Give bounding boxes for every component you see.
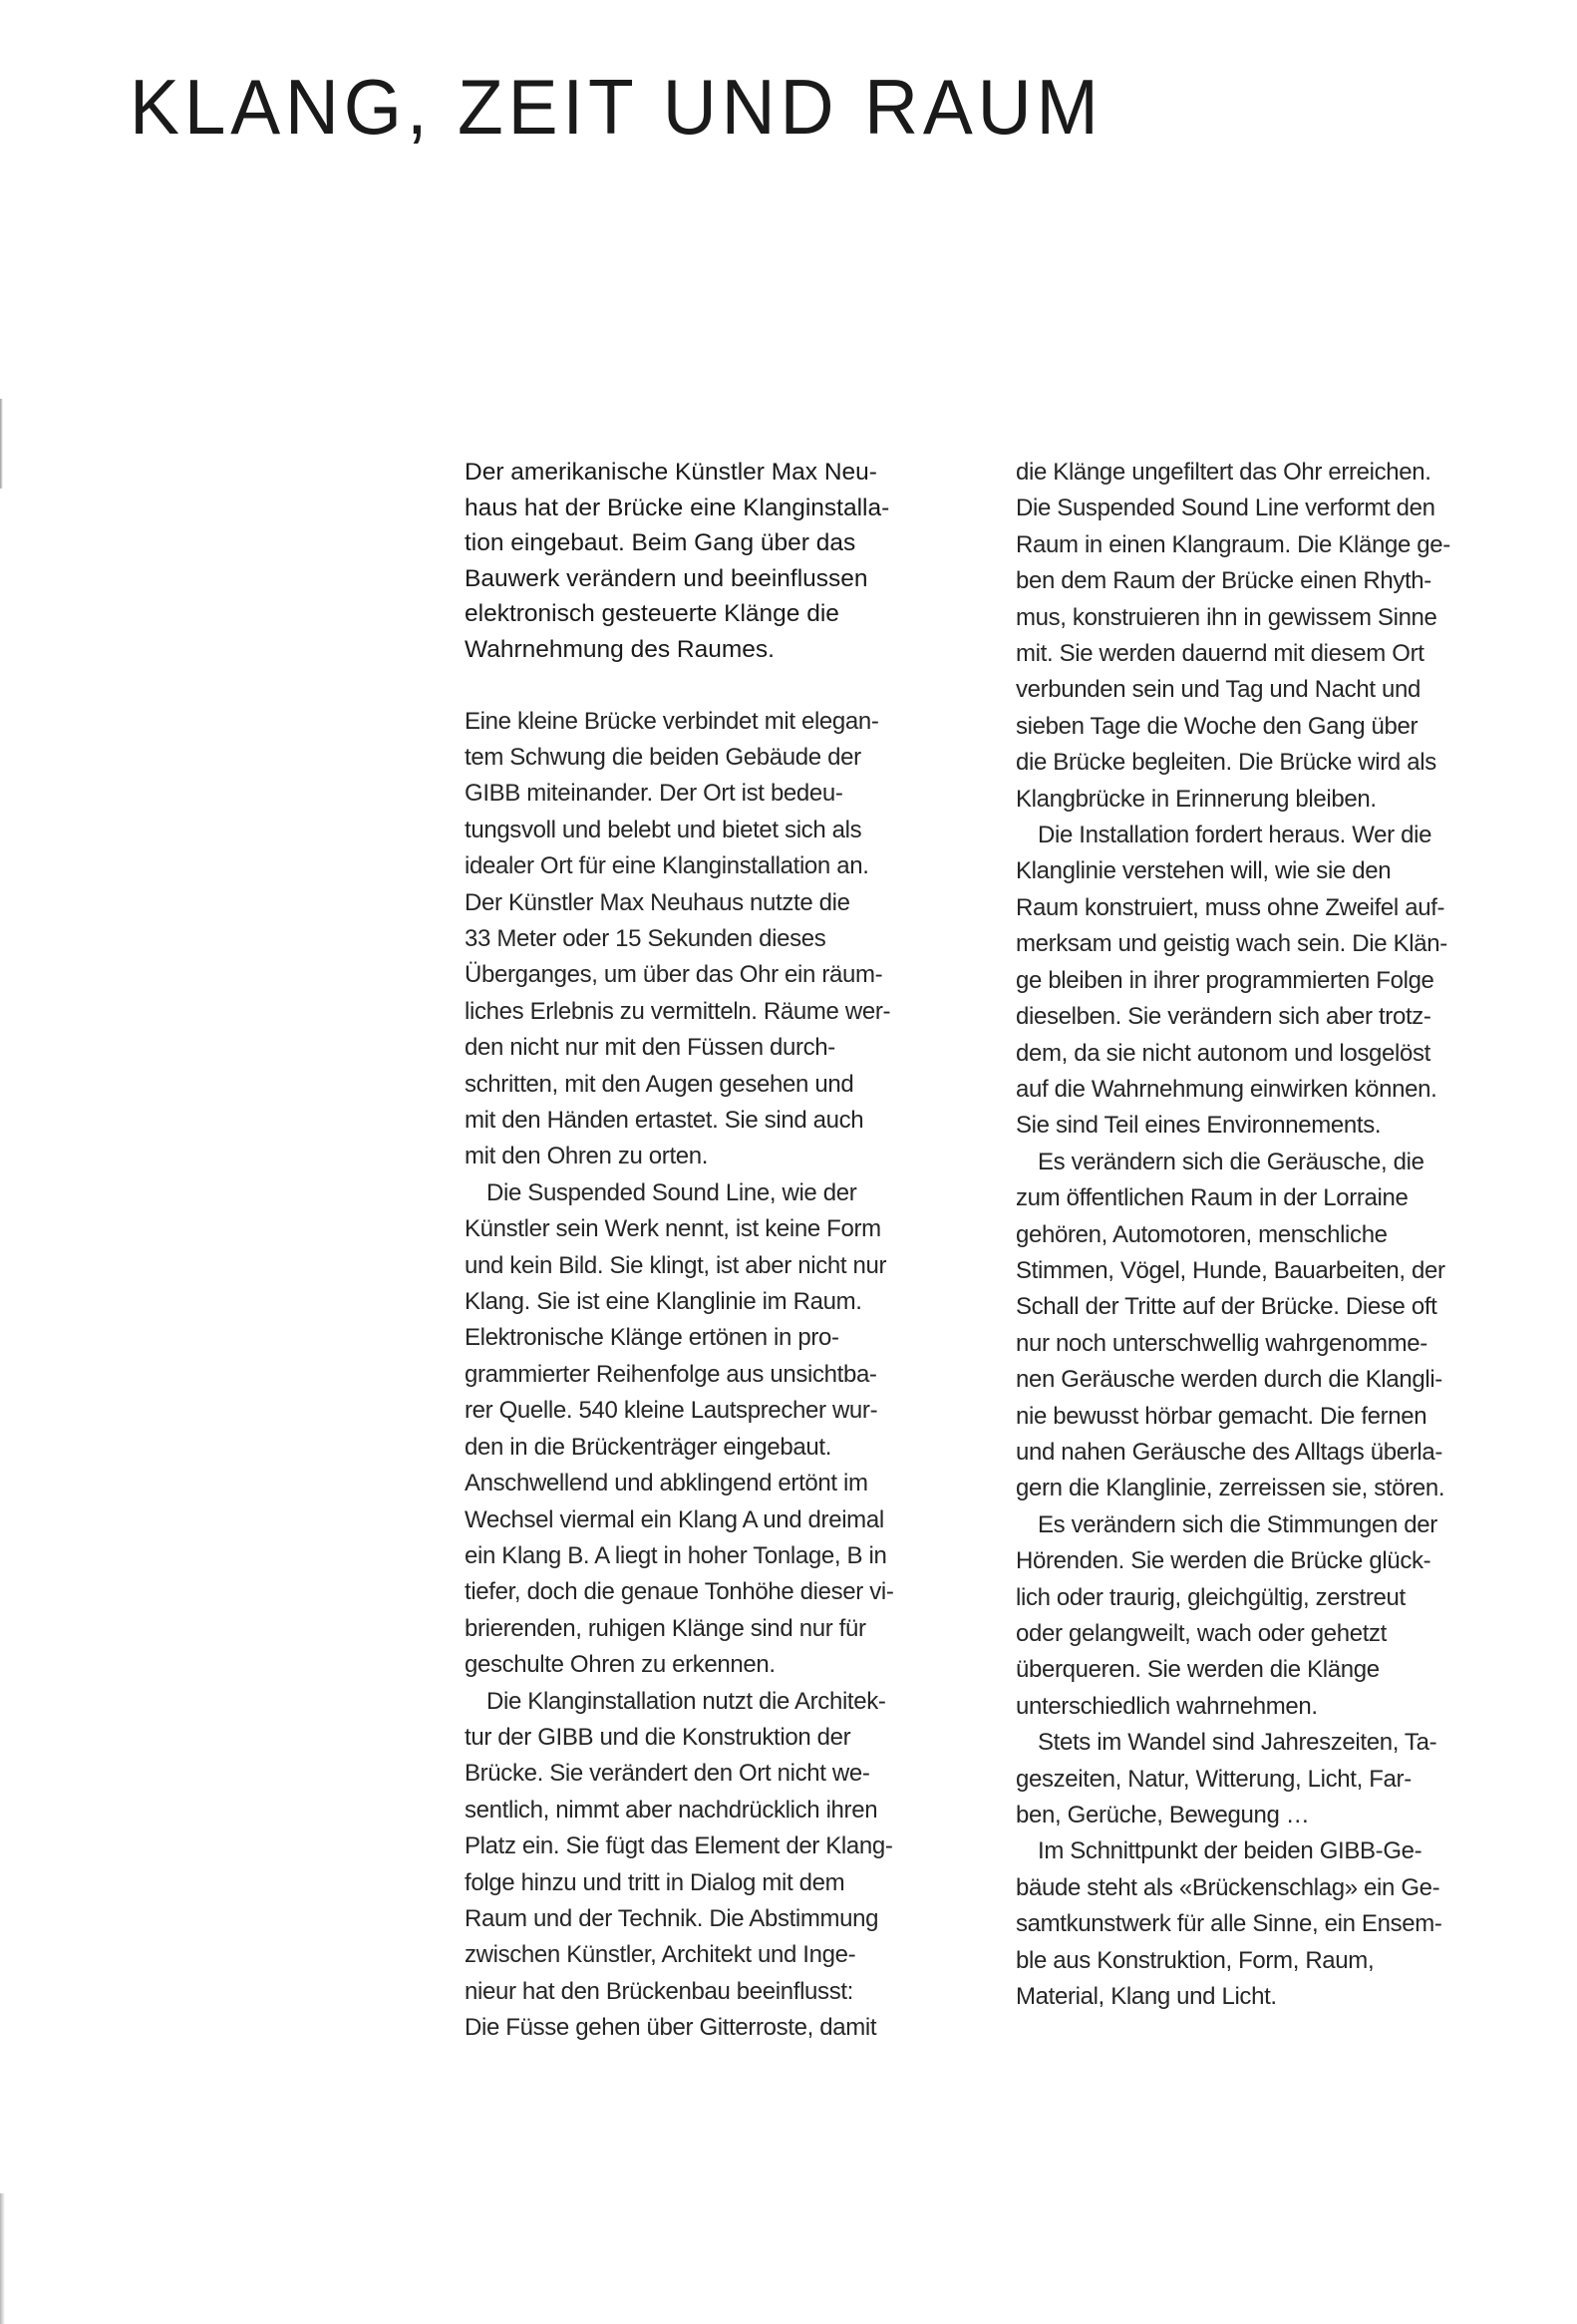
text-line: Es verändern sich die Stimmungen der — [1038, 1510, 1437, 1538]
text-line: Anschwellend und abklingend ertönt im — [465, 1470, 868, 1497]
text-line: Wechsel viermal ein Klang A und dreimal — [465, 1505, 884, 1533]
text-line: tiefer, doch die genaue Tonhöhe dieser vi- — [465, 1578, 894, 1606]
text-line: Eine kleine Brücke verbindet mit elegan- — [465, 707, 879, 735]
text-line: verbunden sein und Tag und Nacht und — [1016, 676, 1420, 704]
text-line: auf die Wahrnehmung einwirken können. — [1016, 1075, 1437, 1103]
text-line: Die Klanginstallation nutzt die Architek- — [486, 1687, 886, 1715]
text-line: Elektronische Klänge ertönen in pro- — [465, 1324, 839, 1352]
scan-edge-artifact — [0, 2193, 5, 2324]
text-line: nen Geräusche werden durch die Klangli- — [1016, 1366, 1442, 1394]
text-line: dem, da sie nicht autonom und losgelöst — [1016, 1039, 1430, 1067]
paragraph — [1016, 1507, 1504, 1725]
text-line: Künstler sein Werk nennt, ist keine Form — [465, 1215, 881, 1243]
text-line: sentlich, nimmt aber nachdrücklich ihren — [465, 1796, 878, 1824]
text-column-right — [1016, 455, 1504, 2015]
text-line: Die Suspended Sound Line, wie der — [486, 1178, 857, 1206]
text-line: Sie sind Teil eines Environnements. — [1016, 1112, 1382, 1140]
text-line: Die Füsse gehen über Gitterroste, damit — [465, 2014, 877, 2042]
text-line: liches Erlebnis zu vermitteln. Räume wer- — [465, 997, 891, 1025]
text-line: gehören, Automotoren, menschliche — [1016, 1220, 1388, 1248]
lead-line: elektronisch gesteuerte Klänge die — [465, 600, 839, 628]
text-line: Schall der Tritte auf der Brücke. Diese oft — [1016, 1293, 1437, 1321]
text-line: folge hinzu und tritt in Dialog mit dem — [465, 1868, 845, 1896]
text-line: ble aus Konstruktion, Form, Raum, — [1016, 1946, 1375, 1974]
text-line: tur der GIBB und die Konstruktion der — [465, 1723, 851, 1751]
paragraph — [1016, 1145, 1504, 1507]
text-line: Brücke. Sie verändert den Ort nicht we- — [465, 1760, 870, 1788]
paragraph — [465, 1175, 953, 1684]
text-line: zwischen Künstler, Architekt und Inge- — [465, 1941, 856, 1969]
text-line: ein Klang B. A liegt in hoher Tonlage, B in — [465, 1541, 887, 1569]
text-line: samtkunstwerk für alle Sinne, ein Ensem- — [1016, 1910, 1442, 1938]
text-line: tem Schwung die beiden Gebäude der — [465, 743, 861, 771]
text-line: gern die Klanglinie, zerreissen sie, stören. — [1016, 1475, 1445, 1502]
text-line: Der Künstler Max Neuhaus nutzte die — [465, 888, 850, 916]
text-line: nur noch unterschwellig wahrgenomme- — [1016, 1329, 1427, 1357]
text-line: dieselben. Sie verändern sich aber trotz- — [1016, 1003, 1431, 1031]
text-line: Raum in einen Klangraum. Die Klänge ge- — [1016, 530, 1450, 558]
text-column-left — [465, 455, 953, 2047]
text-line: Raum konstruiert, muss ohne Zweifel auf- — [1016, 893, 1445, 921]
paragraph — [465, 704, 953, 1175]
text-line: mit den Händen ertastet. Sie sind auch — [465, 1107, 864, 1135]
text-line: Es verändern sich die Geräusche, die — [1038, 1148, 1424, 1175]
text-line: brierenden, ruhigen Klänge sind nur für — [465, 1614, 866, 1642]
text-line: ben, Gerüche, Bewegung … — [1016, 1802, 1310, 1829]
text-line: und nahen Geräusche des Alltags überla- — [1016, 1438, 1442, 1466]
text-line: nieur hat den Brückenbau beeinflusst: — [465, 1977, 853, 2005]
body-text-right — [1016, 455, 1504, 2015]
text-line: Überganges, um über das Ohr ein räum- — [465, 961, 883, 989]
page-title: KLANG, ZEIT UND RAUM — [130, 63, 1104, 151]
text-line: rer Quelle. 540 kleine Lautsprecher wur- — [465, 1397, 878, 1425]
text-line: mit. Sie werden dauernd mit diesem Ort — [1016, 640, 1424, 668]
text-line: Die Installation fordert heraus. Wer die — [1038, 822, 1432, 849]
text-line: Material, Klang und Licht. — [1016, 1983, 1277, 2011]
lead-line: tion eingebaut. Beim Gang über das — [465, 529, 856, 557]
text-line: überqueren. Sie werden die Klänge — [1016, 1656, 1380, 1684]
text-line: Stimmen, Vögel, Hunde, Bauarbeiten, der — [1016, 1256, 1445, 1284]
text-line: ge bleiben in ihrer programmierten Folge — [1016, 966, 1434, 994]
text-line: Hörenden. Sie werden die Brücke glück- — [1016, 1547, 1431, 1575]
text-line: merksam und geistig wach sein. Die Klän- — [1016, 930, 1447, 958]
text-line: Klang. Sie ist eine Klanglinie im Raum. — [465, 1288, 862, 1316]
text-line: geschulte Ohren zu erkennen. — [465, 1651, 776, 1679]
text-line: mit den Ohren zu orten. — [465, 1143, 709, 1170]
text-line: den nicht nur mit den Füssen durch- — [465, 1034, 835, 1062]
paragraph — [1016, 818, 1504, 1145]
text-line: lich oder traurig, gleichgültig, zerstreut — [1016, 1583, 1406, 1611]
paragraph — [1016, 455, 1504, 818]
text-line: oder gelangweilt, wach oder gehetzt — [1016, 1620, 1387, 1647]
text-line: unterschiedlich wahrnehmen. — [1016, 1692, 1318, 1720]
lead-line: Bauwerk verändern und beeinflussen — [465, 564, 868, 592]
text-line: ben dem Raum der Brücke einen Rhyth- — [1016, 567, 1431, 595]
paragraph — [465, 1684, 953, 2047]
text-line: Raum und der Technik. Die Abstimmung — [465, 1904, 879, 1932]
text-line: grammierter Reihenfolge aus unsichtba- — [465, 1360, 877, 1388]
text-line: Klangbrücke in Erinnerung bleiben. — [1016, 785, 1377, 813]
text-line: idealer Ort für eine Klanginstallation an. — [465, 852, 869, 880]
scan-edge-artifact — [0, 399, 3, 489]
text-line: Klanglinie verstehen will, wie sie den — [1016, 857, 1392, 885]
text-line: mus, konstruieren ihn in gewissem Sinne — [1016, 603, 1437, 631]
lead-line: haus hat der Brücke eine Klanginstalla- — [465, 494, 890, 521]
text-line: Platz ein. Sie fügt das Element der Klang- — [465, 1832, 893, 1860]
text-line: Im Schnittpunkt der beiden GIBB-Ge- — [1038, 1837, 1422, 1865]
text-line: GIBB miteinander. Der Ort ist bedeu- — [465, 780, 843, 808]
text-line: tungsvoll und belebt und bietet sich als — [465, 816, 862, 843]
lead-line: Der amerikanische Künstler Max Neu- — [465, 459, 877, 486]
lead-line: Wahrnehmung des Raumes. — [465, 635, 775, 663]
paragraph — [1016, 1725, 1504, 1833]
text-line: und kein Bild. Sie klingt, ist aber nicht nur — [465, 1251, 887, 1279]
lead-paragraph — [465, 455, 953, 668]
text-line: 33 Meter oder 15 Sekunden dieses — [465, 925, 826, 952]
paragraph — [1016, 1833, 1504, 2015]
text-line: bäude steht als «Brückenschlag» ein Ge- — [1016, 1873, 1440, 1901]
text-line: Die Suspended Sound Line verformt den — [1016, 495, 1435, 522]
text-line: schritten, mit den Augen gesehen und — [465, 1070, 854, 1098]
text-line: nie bewusst hörbar gemacht. Die fernen — [1016, 1402, 1427, 1430]
text-line: geszeiten, Natur, Witterung, Licht, Far- — [1016, 1765, 1412, 1793]
text-line: zum öffentlichen Raum in der Lorraine — [1016, 1184, 1409, 1212]
text-line: die Brücke begleiten. Die Brücke wird als — [1016, 749, 1436, 777]
text-line: sieben Tage die Woche den Gang über — [1016, 712, 1419, 740]
body-text-left — [465, 704, 953, 2047]
text-line: den in die Brückenträger eingebaut. — [465, 1433, 832, 1461]
text-line: Stets im Wandel sind Jahreszeiten, Ta- — [1038, 1729, 1437, 1757]
text-line: die Klänge ungefiltert das Ohr erreichen. — [1016, 459, 1431, 486]
